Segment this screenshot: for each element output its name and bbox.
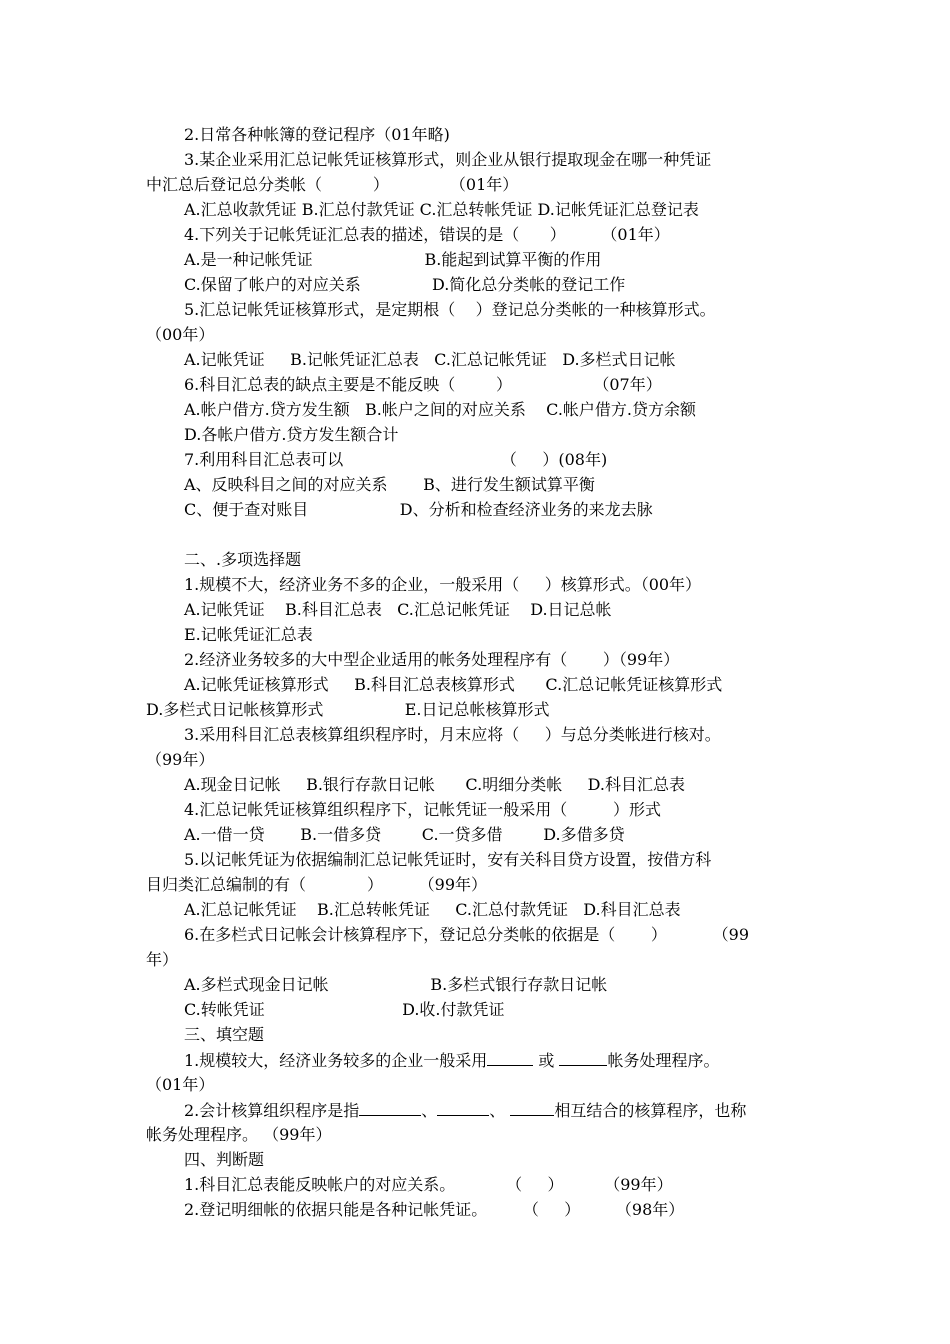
mc2-options-abc: A.记帐凭证核算形式 B.科目汇总表核算形式 C.汇总记帐凭证核算形式 (184, 675, 723, 694)
q5-line-2: （00年） (146, 325, 215, 344)
mc1-option-e: E.记帐凭证汇总表 (184, 625, 313, 644)
fill2-text-b: 相互结合的核算程序，也称 (554, 1101, 747, 1120)
mc5-line-1: 5.以记帐凭证为依据编制汇总记帐凭证时，安有关科目贷方设置，按借方科 (184, 850, 712, 869)
section-gap (146, 522, 811, 547)
q5-options: A.记帐凭证 B.记帐凭证汇总表 C.汇总记帐凭证 D.多栏式日记帐 (184, 350, 676, 369)
mc2-options-de: D.多栏式日记帐核算形式 E.日记总帐核算形式 (146, 700, 550, 719)
q7-options-cd: C、便于查对账目 D、分析和检查经济业务的来龙去脉 (184, 500, 653, 519)
tf1-question: 1.科目汇总表能反映帐户的对应关系。 （ ） （99年） (184, 1175, 673, 1194)
section-heading-fill-in: 三、填空题 (184, 1025, 265, 1044)
q3-line-2: 中汇总后登记总分类帐（ ） （01年） (146, 175, 519, 194)
document-page (146, 122, 811, 1222)
fill-blank (437, 1097, 489, 1116)
mc3-options: A.现金日记帐 B.银行存款日记帐 C.明细分类帐 D.科目汇总表 (184, 775, 685, 794)
mc4-question: 4.汇总记帐凭证核算组织程序下，记帐凭证一般采用（ ）形式 (184, 800, 662, 819)
item-2-line: 2.日常各种帐簿的登记程序（01年略) (184, 125, 450, 144)
mc6-options-cd: C.转帐凭证 D.收.付款凭证 (184, 1000, 505, 1019)
fill2-sep-2: 、 (489, 1101, 506, 1120)
mc3-line-1: 3.采用科目汇总表核算组织程序时，月末应将（ ）与总分类帐进行核对。 (184, 725, 721, 744)
q6-option-d: D.各帐户借方.贷方发生额合计 (184, 425, 399, 444)
mc1-options: A.记帐凭证 B.科目汇总表 C.汇总记帐凭证 D.日记总帐 (184, 600, 612, 619)
q4-options-cd: C.保留了帐户的对应关系 D.简化总分类帐的登记工作 (184, 275, 626, 294)
mc1-question: 1.规模不大，经济业务不多的企业，一般采用（ ）核算形式。（00年） (184, 575, 702, 594)
fill1-line-1 (146, 1047, 811, 1072)
fill2-sep-1: 、 (421, 1101, 438, 1120)
mc3-line-2: （99年） (146, 750, 215, 769)
fill1-line-2: （01年） (146, 1075, 215, 1094)
mc5-line-2: 目归类汇总编制的有（ ） （99年） (146, 875, 487, 894)
q6-question: 6.科目汇总表的缺点主要是不能反映（ ） （07年） (184, 375, 662, 394)
fill2-line-2: 帐务处理程序。 （99年） (146, 1125, 332, 1144)
fill1-text-or: 或 (533, 1051, 560, 1070)
mc5-options: A.汇总记帐凭证 B.汇总转帐凭证 C.汇总付款凭证 D.科目汇总表 (184, 900, 681, 919)
fill1-text-a: 1.规模较大，经济业务较多的企业一般采用 (184, 1051, 488, 1070)
section-heading-true-false: 四、判断题 (184, 1150, 265, 1169)
section-heading-multiple-choice: 二、.多项选择题 (184, 550, 302, 569)
fill-blank (487, 1047, 533, 1066)
mc2-question: 2.经济业务较多的大中型企业适用的帐务处理程序有（ ）（99年） (184, 650, 680, 669)
mc4-options: A.一借一贷 B.一借多贷 C.一贷多借 D.多借多贷 (184, 825, 625, 844)
q3-options: A.汇总收款凭证 B.汇总付款凭证 C.汇总转帐凭证 D.记帐凭证汇总登记表 (184, 200, 699, 219)
fill2-line-1 (146, 1097, 811, 1122)
q4-question: 4.下列关于记帐凭证汇总表的描述，错误的是（ ） （01年） (184, 225, 670, 244)
q3-line-1: 3.某企业采用汇总记帐凭证核算形式，则企业从银行提取现金在哪一种凭证 (184, 150, 712, 169)
q4-options-ab: A.是一种记帐凭证 B.能起到试算平衡的作用 (184, 250, 602, 269)
q7-question: 7.利用科目汇总表可以 （ ）(08年) (184, 450, 608, 469)
fill-blank (359, 1097, 421, 1116)
fill-blank (559, 1047, 607, 1066)
fill-blank (510, 1097, 554, 1116)
q7-options-ab: A、反映科目之间的对应关系 B、进行发生额试算平衡 (184, 475, 595, 494)
mc6-line-1: 6.在多栏式日记帐会计核算程序下，登记总分类帐的依据是（ ） （99 (184, 925, 750, 944)
fill1-text-b: 帐务处理程序。 (607, 1051, 720, 1070)
fill2-text-a: 2.会计核算组织程序是指 (184, 1101, 360, 1120)
q5-line-1: 5.汇总记帐凭证核算形式，是定期根（ ）登记总分类帐的一种核算形式。 (184, 300, 716, 319)
tf2-question: 2.登记明细帐的依据只能是各种记帐凭证。 （ ） （98年） (184, 1200, 685, 1219)
mc6-line-2: 年） (146, 950, 179, 969)
q6-options-abc: A.帐户借方.贷方发生额 B.帐户之间的对应关系 C.帐户借方.贷方余额 (184, 400, 697, 419)
mc6-options-ab: A.多栏式现金日记帐 B.多栏式银行存款日记帐 (184, 975, 608, 994)
